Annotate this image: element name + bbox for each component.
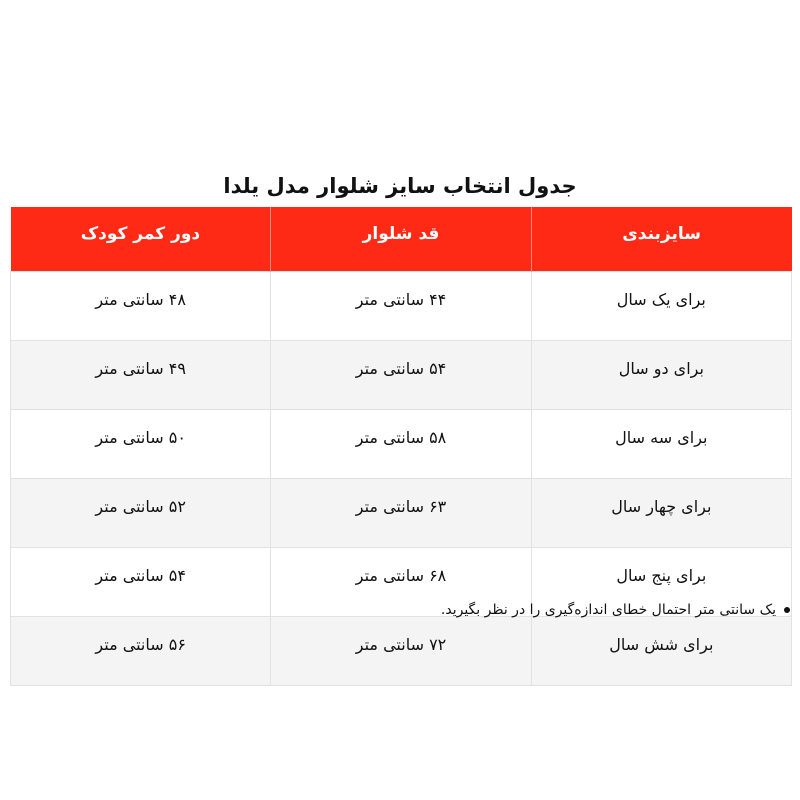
header-size: سایزبندی — [531, 207, 791, 272]
table-row — [11, 272, 792, 341]
measurement-note — [441, 602, 790, 618]
table-title: جدول انتخاب سایز شلوار مدل یلدا — [223, 174, 577, 198]
table-header-row — [11, 207, 792, 272]
cell-waist: ۵۴ سانتی متر — [11, 548, 271, 617]
cell-size: برای شش سال — [531, 617, 791, 686]
cell-waist: ۴۸ سانتی متر — [11, 272, 271, 341]
cell-pants-length: ۵۸ سانتی متر — [271, 410, 531, 479]
cell-waist: ۵۶ سانتی متر — [11, 617, 271, 686]
cell-size: برای پنج سال — [531, 548, 791, 617]
cell-waist: ۴۹ سانتی متر — [11, 341, 271, 410]
table-row — [11, 341, 792, 410]
cell-waist: ۵۲ سانتی متر — [11, 479, 271, 548]
header-waist: دور کمر کودک — [11, 207, 271, 272]
table-row — [11, 479, 792, 548]
table-row — [11, 410, 792, 479]
header-pants-length: قد شلوار — [271, 207, 531, 272]
bullet-icon — [784, 607, 790, 613]
cell-size: برای سه سال — [531, 410, 791, 479]
cell-pants-length: ۶۳ سانتی متر — [271, 479, 531, 548]
cell-pants-length: ۶۸ سانتی متر — [271, 548, 531, 617]
cell-size: برای یک سال — [531, 272, 791, 341]
cell-size: برای چهار سال — [531, 479, 791, 548]
cell-pants-length: ۵۴ سانتی متر — [271, 341, 531, 410]
cell-size: برای دو سال — [531, 341, 791, 410]
note-text: یک سانتی متر احتمال خطای اندازه‌گیری را در نظر بگیرید. — [440, 602, 776, 618]
cell-pants-length: ۴۴ سانتی متر — [271, 272, 531, 341]
table-row — [11, 617, 792, 686]
cell-waist: ۵۰ سانتی متر — [11, 410, 271, 479]
cell-pants-length: ۷۲ سانتی متر — [271, 617, 531, 686]
